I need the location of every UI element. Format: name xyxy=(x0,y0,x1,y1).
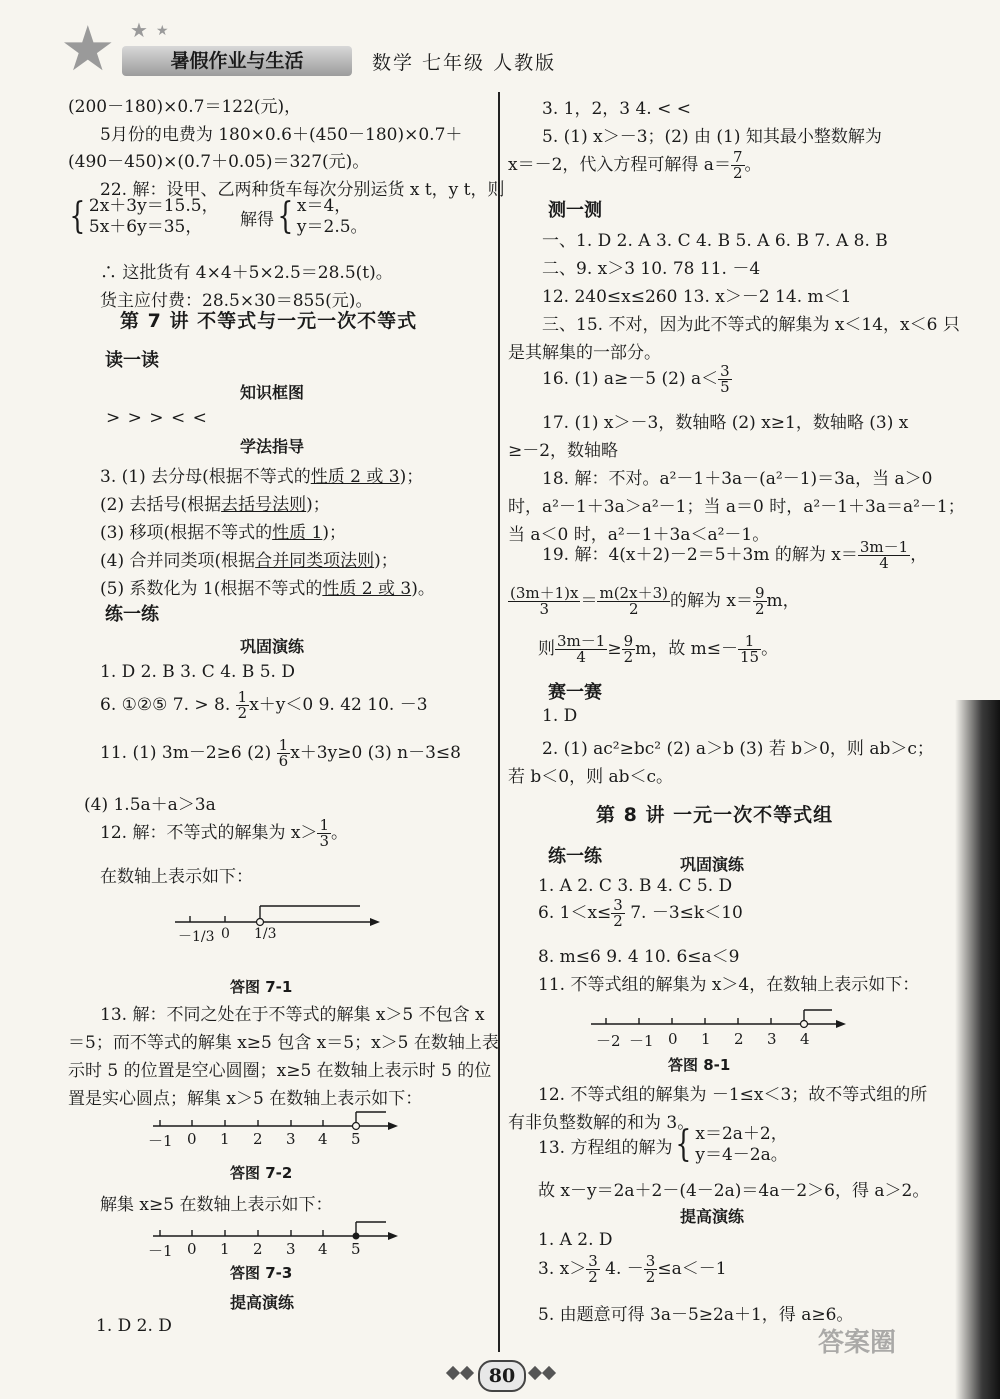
tick-label: －1 xyxy=(629,1032,654,1050)
tick-label: －1/3 xyxy=(178,929,215,945)
equation: x＝4， xyxy=(296,196,352,216)
answer-line: 12. 240≤x≤260 13. x＞－2 14. m＜1 xyxy=(542,287,852,307)
text-line: 13. 解：不同之处在于不等式的解集 x＞5 不包含 x xyxy=(100,1005,485,1025)
text-line: 是其解集的一部分。 xyxy=(508,343,661,363)
text-line: 时，a²－1＋3a＞a²－1；当 a＝0 时，a²－1＋3a＝a²－1； xyxy=(508,497,965,517)
text-line: 有非负整数解的和为 3。 xyxy=(508,1113,695,1133)
answer-line: 二、9. x＞3 10. 78 11. －4 xyxy=(542,259,761,279)
text-line: ＝5；而不等式的解集 x≥5 包含 x＝5；x＞5 在数轴上表 xyxy=(68,1033,499,1053)
tick-label: 0 xyxy=(221,926,230,942)
book-brand: 暑假作业与生活 xyxy=(122,46,352,76)
text-line: 故 x－y＝2a＋2－(4－2a)＝4a－2＞6，得 a＞2。 xyxy=(538,1181,930,1201)
text-line: 5月份的电费为 180×0.6＋(450－180)×0.7＋ xyxy=(100,125,463,145)
answer-line: 1. D 2. D xyxy=(96,1316,172,1336)
equation: 5x＋6y＝35， xyxy=(88,217,203,238)
text-line: (5) 系数化为 1(根据不等式的性质 2 或 3)。 xyxy=(100,579,435,599)
answer-line: 1. A 2. C 3. B 4. C 5. D xyxy=(538,876,733,896)
subsection-title: 提高演练 xyxy=(230,1293,295,1312)
answer-line: (4) 1.5a＋a＞3a xyxy=(84,795,216,815)
diamond-icon xyxy=(460,1366,474,1380)
answer-line: 12. 解：不等式的解集为 x＞ $\frac{1}{3}$ 。 xyxy=(100,816,348,850)
section-title: 测一测 xyxy=(548,200,602,221)
text-line: (2) 去括号(根据去括号法则)； xyxy=(100,495,330,515)
page-header xyxy=(60,12,960,88)
page-number-badge xyxy=(440,1358,560,1392)
star-icon: ★ xyxy=(60,12,116,85)
answer-line: 17. (1) x＞－3，数轴略 (2) x≥1，数轴略 (3) x xyxy=(542,413,909,433)
text-line: 19. 解：4(x＋2)－2＝5＋3m 的解为 x＝ $\frac{3m-1}{4}$ ， xyxy=(542,538,928,572)
subsection-title: 学法指导 xyxy=(240,437,305,456)
text-line: (3) 移项(根据不等式的性质 1)； xyxy=(100,523,346,543)
tick-label: 0 xyxy=(187,1240,197,1258)
page-edge-shadow xyxy=(955,700,1000,1399)
answer-line: 3. x＞ $\frac{3}{2}$ 4. － $\frac{3}{2}$ ≤a＜－1 xyxy=(538,1252,727,1286)
tick-label: －2 xyxy=(596,1032,621,1050)
equation: y＝2.5。 xyxy=(296,217,368,238)
tick-label: 1 xyxy=(701,1030,711,1048)
answer-line: 6. 1＜x≤ $\frac{3}{2}$ 7. －3≤k＜10 xyxy=(538,896,743,930)
text-line: 货主应付费：28.5×30＝855(元)。 xyxy=(100,291,373,311)
watermark: 答案圈 xyxy=(818,1328,897,1358)
diamond-icon xyxy=(446,1366,460,1380)
text-line: 当 a＜0 时，a²－1＋3a＜a²－1。 xyxy=(508,525,770,545)
text-line: (4) 合并同类项(根据合并同类项法则)； xyxy=(100,551,398,571)
text-line: 示时 5 的位置是空心圆圈；x≥5 在数轴上表示时 5 的位 xyxy=(68,1061,492,1081)
text-line: (490－450)×(0.7＋0.05)＝327(元)。 xyxy=(68,152,370,172)
tick-label: 2 xyxy=(734,1030,744,1048)
text-line: $\frac{(3m+1)x}{3}$ ＝ $\frac{m(2x+3)}{2}$ 的解为 x＝ $\frac{9}{2}$ m， xyxy=(510,584,800,618)
answer-line: ≥－2，数轴略 xyxy=(508,441,619,461)
text-line: 3. (1) 去分母(根据不等式的性质 2 或 3)； xyxy=(100,467,424,487)
tick-label: 0 xyxy=(187,1130,197,1148)
answer-line: 2. (1) ac²≥bc² (2) a＞b (3) 若 b＞0，则 ab＞c； xyxy=(542,739,934,759)
tick-label: 5 xyxy=(351,1130,361,1148)
answer-line: 16. (1) a≥－5 (2) a＜ $\frac{3}{5}$ xyxy=(542,362,730,396)
text-line: ∴ 这批货有 4×4＋5×2.5＝28.5(t)。 xyxy=(100,263,393,283)
answer-line: 1. D xyxy=(542,706,578,726)
diamond-icon xyxy=(542,1366,556,1380)
answer-line: 1. D 2. B 3. C 4. B 5. D xyxy=(100,662,295,682)
answer-line: 1. A 2. D xyxy=(538,1230,613,1250)
tick-label: 5 xyxy=(351,1240,361,1258)
answer-line: 3. 1，2，3 4. < < xyxy=(542,99,691,119)
equation-system: { 2x＋3y＝15.5， 5x＋6y＝35， 解得{ x＝4， y＝2.5。 xyxy=(69,196,368,238)
section-title: 读一读 xyxy=(105,350,159,371)
text-line: 置是实心圆点；解集 x＞5 在数轴上表示如下： xyxy=(68,1089,423,1109)
tick-label: 3 xyxy=(286,1130,296,1148)
text: 解得 xyxy=(240,209,274,230)
tick-label: 2 xyxy=(253,1130,263,1148)
subsection-title: 知识框图 xyxy=(240,383,305,402)
tick-label: 4 xyxy=(318,1240,328,1258)
number-line-8-1 xyxy=(586,1004,856,1044)
tick-label: 1 xyxy=(220,1130,230,1148)
equation: 2x＋3y＝15.5， xyxy=(88,196,219,216)
lecture-title: 第 8 讲 一元一次不等式组 xyxy=(596,804,834,826)
figure-caption: 答图 7-2 xyxy=(230,1164,293,1182)
diamond-icon xyxy=(528,1366,542,1380)
text-line: (200－180)×0.7＝122(元)， xyxy=(68,97,302,117)
lecture-title: 第 7 讲 不等式与一元一次不等式 xyxy=(120,310,418,332)
tick-label: 1 xyxy=(220,1240,230,1258)
text-line: > > > < < xyxy=(106,408,208,428)
answer-line: 6. ①②⑤ 7. > 8. $\frac{1}{2}$ x＋y＜0 9. 42 10. －3 xyxy=(100,688,428,722)
answer-line: 5. 由题意可得 3a－5≥2a＋1，得 a≥6。 xyxy=(538,1305,854,1325)
figure-caption: 答图 7-1 xyxy=(230,978,293,996)
figure-caption: 答图 7-3 xyxy=(230,1264,293,1282)
page-number: 80 xyxy=(478,1360,526,1392)
book-subject: 数学 七年级 人教版 xyxy=(372,52,557,74)
figure-caption: 答图 8-1 xyxy=(668,1056,731,1074)
star-icon: ★ xyxy=(130,18,148,42)
section-title: 练一练 xyxy=(105,604,159,625)
tick-label: 4 xyxy=(800,1030,810,1048)
text-line: 18. 解：不对。a²－1＋3a－(a²－1)＝3a，当 a＞0 xyxy=(542,469,933,489)
tick-label: 0 xyxy=(668,1030,678,1048)
answer-line: 8. m≤6 9. 4 10. 6≤a＜9 xyxy=(538,947,740,967)
section-title: 练一练 xyxy=(548,846,602,867)
text-line: 22. 解：设甲、乙两种货车每次分别运货 x t，y t，则 xyxy=(100,180,505,200)
text-line: 则 $\frac{3m-1}{4}$ ≥ $\frac{9}{2}$ m，故 m≤－ $\frac{1}{15}$ 。 xyxy=(538,632,779,666)
answer-line: 一、1. D 2. A 3. C 4. B 5. A 6. B 7. A 8. B xyxy=(542,231,888,251)
column-divider xyxy=(498,92,500,1352)
star-icon: ★ xyxy=(156,23,169,39)
section-title: 赛一赛 xyxy=(548,682,602,703)
text-line: x＝－2，代入方程可解得 a＝ $\frac{7}{2}$ 。 xyxy=(508,148,762,182)
tick-label: 2 xyxy=(253,1240,263,1258)
tick-label: －1 xyxy=(148,1132,173,1150)
subsection-title: 巩固演练 xyxy=(680,855,745,874)
text-line: 在数轴上表示如下： xyxy=(100,867,253,887)
tick-label: －1 xyxy=(148,1242,173,1260)
tick-label: 1/3 xyxy=(254,926,277,942)
text-line: 12. 不等式组的解集为 －1≤x＜3；故不等式组的所 xyxy=(538,1085,928,1105)
subsection-title: 巩固演练 xyxy=(240,637,305,656)
equation-system: 13. 方程组的解为{ x＝2a＋2， y＝4－2a。 xyxy=(538,1124,788,1166)
text-line: 解集 x≥5 在数轴上表示如下： xyxy=(100,1195,333,1215)
answer-line: 11. (1) 3m－2≥6 (2) $\frac{1}{6}$ x＋3y≥0 (3) n－3≤8 xyxy=(100,736,461,770)
subsection-title: 提高演练 xyxy=(680,1207,745,1226)
tick-label: 3 xyxy=(767,1030,777,1048)
text-line: 5. (1) x＞－3；(2) 由 (1) 知其最小整数解为 xyxy=(542,127,882,147)
text-line: 三、15. 不对，因为此不等式的解集为 x＜14，x＜6 只 xyxy=(542,315,960,335)
answer-line: 若 b＜0，则 ab＜c。 xyxy=(508,767,674,787)
tick-label: 3 xyxy=(286,1240,296,1258)
text-line: 11. 不等式组的解集为 x＞4，在数轴上表示如下： xyxy=(538,975,920,995)
tick-label: 4 xyxy=(318,1130,328,1148)
